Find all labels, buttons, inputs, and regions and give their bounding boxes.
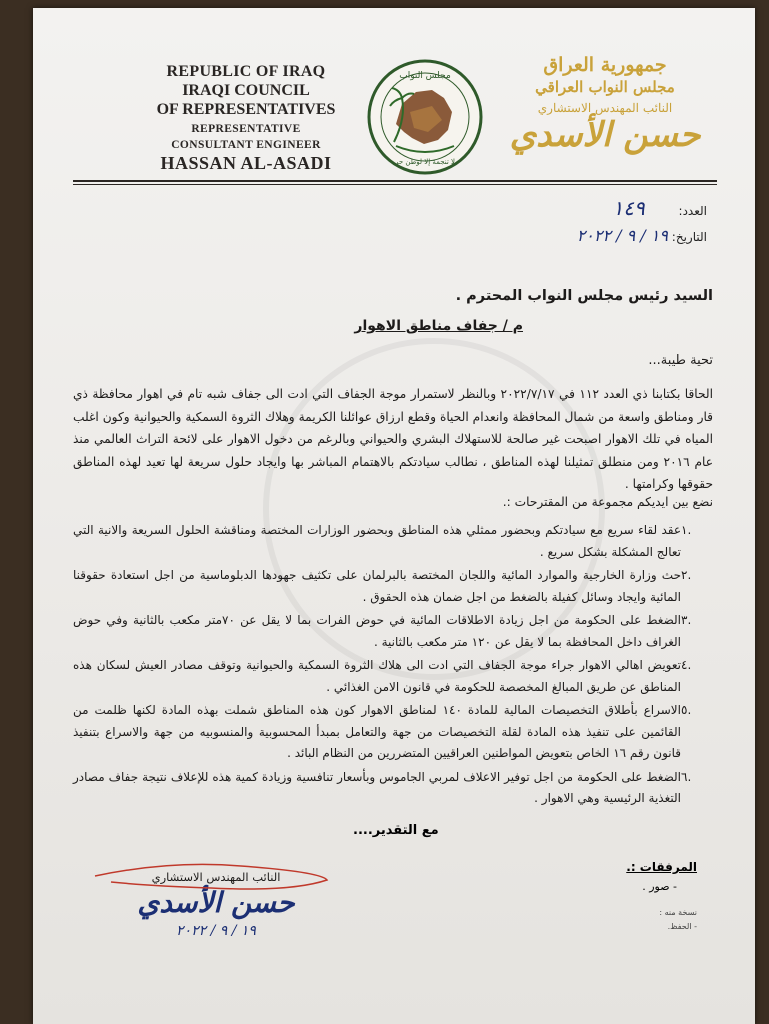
reference-date <box>577 226 707 245</box>
letterhead-ar-line3: النائب المهندس الاستشاري <box>537 101 673 115</box>
letter-paper <box>33 8 755 1024</box>
copy-item: - الحفظ. <box>667 922 697 931</box>
list-item: .٥ الاسراع بأطلاق التخصيصات المالية للمادة ١٤٠ لمناطق الاهوار كون هذه المناطق شملت بهذه المادة لكنها ظلمت من القائمين على تنفيذ هذه المادة لقلة التخصيصات من جهة والتعامل بمبدأ المحسوبية والمنسوبيه من جهة والاسراع بتنفيذ قانون رقم ١٦ الخاص بتعويض المواطنين العراقيين المتضررين من النظام البائد . <box>73 703 692 760</box>
parliament-logo <box>366 58 484 176</box>
letterhead-en-line5: CONSULTANT ENGINEER <box>171 139 321 151</box>
proposals-list <box>63 520 713 812</box>
number-value: ١٤٩ <box>612 196 645 220</box>
signature-title: النائب المهندس الاستشاري <box>151 870 281 884</box>
main-paragraph: الحاقا بكتابنا ذي العدد ١١٢ في ٢٠٢٢/٧/١٧ وبالنظر لاستمرار موجة الجفاف التي ادت الى جفاف شبه تام في اهوار محافظة ذي قار ومناطق واسعة من شمال المحافظة وانعدام الحياة وقطع ارزاق عوائلنا الكريمة وهلاك الثروة السمكية والحيوانية وكون اغلب المياه في تلك الاهوار اصبحت غير صالحة للاستهلاك البشري والحيواني وبالرغم من دخول الاهوار على لائحة التراث العالمي منذ عام ٢٠١٦ ومن منطلق تمثيلنا لهذه المناطق ، نطالب سيادتكم بالاهتمام المباشر بها وايجاد حلول سريعة لها تعيد لهذه المناطق حقوقها وكرامتها . <box>73 387 713 491</box>
closing: مع التقدير.... <box>353 823 439 838</box>
letterhead-ar-line2: مجلس النواب العراقي <box>535 78 675 96</box>
letterhead-en-line6: HASSAN AL-ASADI <box>160 153 332 173</box>
list-item: .١ عقد لقاء سريع مع سيادتكم وبحضور ممثلي هذه المناطق وبحضور الوزارات المختصة ومناقشة الحلول السريعة والانية التي تعالج المشكلة بشكل سريع . <box>73 523 692 559</box>
copy-to <box>659 906 697 934</box>
letterhead-en-line4: REPRESENTATIVE <box>191 123 301 135</box>
copy-label: نسخة منه : <box>659 908 697 917</box>
greeting: تحية طيبة... <box>648 353 713 368</box>
number-label: العدد: <box>678 204 707 218</box>
date-label: التاريخ: <box>671 230 707 244</box>
list-item: .٦ الضغط على الحكومة من اجل توفير الاعلاف لمربي الجاموس وبأسعار تنافسية وزيادة كمية هذه للإعلاف نتيجة جفاف مصادر التغذية الرئيسية وهي الاهوار . <box>73 769 692 805</box>
red-pen-mark <box>91 856 331 896</box>
addressee: السيد رئيس مجلس النواب المحترم . <box>455 288 713 304</box>
english-letterhead <box>121 63 371 174</box>
signature-block <box>121 870 311 939</box>
proposals-intro: نضع بين ايديكم مجموعة من المقترحات :. <box>502 495 713 509</box>
letterhead-ar-name: حسن الأسدي <box>509 115 701 155</box>
letterhead-ar-line1: جمهورية العراق <box>543 54 667 76</box>
date-value: ١٩ / ٩ / ٢٠٢٢ <box>576 226 668 245</box>
letterhead-en-line1: REPUBLIC OF IRAQ <box>166 63 326 80</box>
letterhead-en-line2: IRAQI COUNCIL <box>182 82 310 99</box>
logo-bottom-text: لا تنجمة إلا لوطن حر <box>394 158 456 166</box>
list-item: .٢ حث وزارة الخارجية والموارد المائية واللجان المختصة بالبرلمان على تكثيف جهودها الدبلوماسية من اجل استعادة حقوقنا المائية وايجاد وسائل كفيلة بالضغط من اجل ضمان هذه الحقوق . <box>73 568 692 604</box>
reference-number <box>612 196 707 220</box>
header-divider-thin <box>73 184 717 185</box>
header-divider <box>73 180 717 182</box>
attachments-label: المرفقات :. <box>626 860 697 874</box>
attachments-item: - صور . <box>642 880 677 893</box>
letterhead-en-line3: OF REPRESENTATIVES <box>156 101 336 118</box>
signature-date: ١٩ / ٩ / ٢٠٢٢ <box>176 923 256 939</box>
arabic-letterhead <box>495 54 715 155</box>
list-item: .٤ تعويض اهالي الاهوار جراء موجة الجفاف التي ادت الى هلاك الثروة السمكية والحيوانية وتوقف مصادر العيش لسكان هذه المناطق عن طريق المبالغ المخصصة للحكومة في قانون الامن الغذائي . <box>73 658 692 694</box>
logo-top-text: مجلس النواب <box>399 71 451 81</box>
list-item: .٣ الضغط على الحكومة من اجل زيادة الاطلاقات المائية في حوض الفرات بما لا يقل عن ٧٠متر مكعب بالثانية وفي حوض الغراف داخل المحافظة بما لا يقل عن ١٢٠ متر مكعب بالثانية . <box>73 613 692 649</box>
signature-name: حسن الأسدي <box>137 886 295 919</box>
subject-line: م / جفاف مناطق الاهوار <box>354 318 523 334</box>
